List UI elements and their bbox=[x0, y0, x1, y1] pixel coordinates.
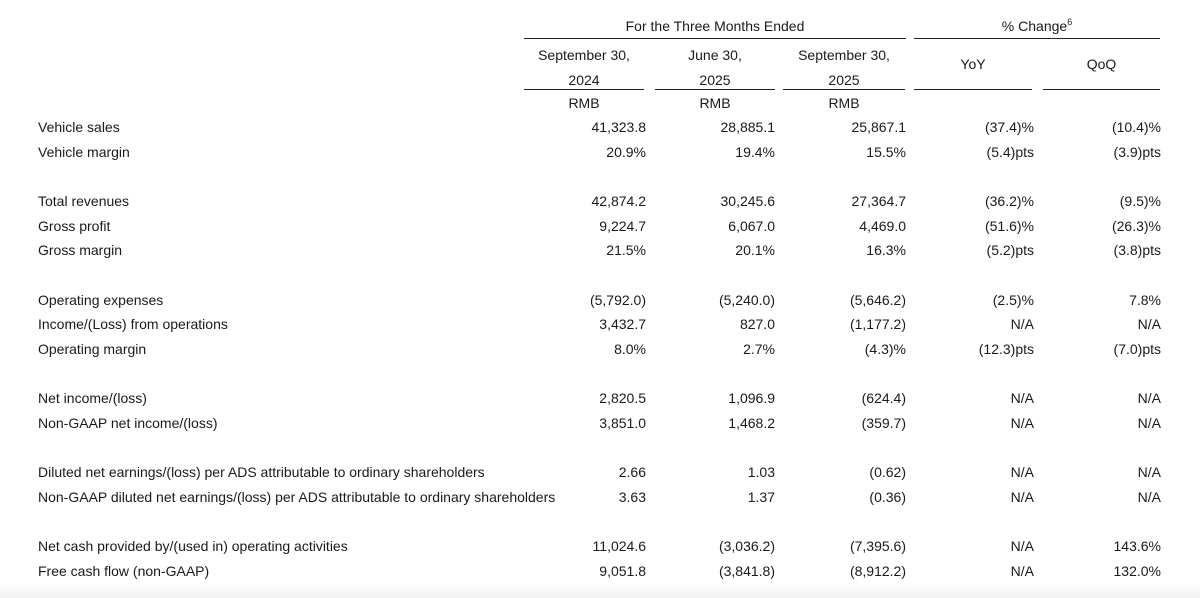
table-row bbox=[0, 240, 1200, 260]
cell-value: 6,067.0 bbox=[728, 218, 775, 234]
cell-value: 9,051.8 bbox=[599, 563, 646, 579]
cell-value: 2,820.5 bbox=[599, 390, 646, 406]
cell-value: 4,469.0 bbox=[859, 218, 906, 234]
table-row bbox=[0, 117, 1200, 137]
cell-value: 20.9% bbox=[606, 144, 646, 160]
cell-value: N/A bbox=[1010, 390, 1034, 406]
row-label: Vehicle margin bbox=[38, 144, 130, 160]
cell-value: 11,024.6 bbox=[592, 538, 646, 554]
row-label: Operating margin bbox=[38, 341, 147, 357]
cell-value: 1,096.9 bbox=[728, 390, 775, 406]
cell-value: 28,885.1 bbox=[720, 119, 775, 135]
row-label: Non-GAAP diluted net earnings/(loss) per ADS attributable to ordinary shareholders bbox=[38, 489, 556, 505]
table-row bbox=[0, 314, 1200, 334]
rule-col-5 bbox=[1043, 89, 1160, 90]
cell-value: 19.4% bbox=[735, 144, 775, 160]
cell-value: N/A bbox=[1010, 464, 1034, 480]
col-header-line1: September 30, bbox=[798, 47, 890, 63]
cell-value: (3.9)pts bbox=[1113, 144, 1161, 160]
cell-value: N/A bbox=[1010, 538, 1034, 554]
row-label: Vehicle sales bbox=[38, 119, 120, 135]
cell-value: (10.4)% bbox=[1111, 119, 1161, 135]
cell-value: N/A bbox=[1010, 316, 1034, 332]
col-header-line1: June 30, bbox=[688, 47, 742, 63]
cell-value: 132.0% bbox=[1113, 563, 1161, 579]
table-row bbox=[0, 388, 1200, 408]
cell-value: (51.6)% bbox=[984, 218, 1034, 234]
cell-value: N/A bbox=[1137, 415, 1161, 431]
cell-value: (4.3)% bbox=[864, 341, 906, 357]
col-header-yoy: YoY bbox=[960, 56, 986, 72]
col-header-line2: 2024 bbox=[568, 72, 600, 88]
table-row bbox=[0, 487, 1200, 507]
cell-value: 3,851.0 bbox=[599, 415, 646, 431]
cell-value: (26.3)% bbox=[1111, 218, 1161, 234]
row-label: Free cash flow (non-GAAP) bbox=[38, 563, 210, 579]
table-row bbox=[0, 462, 1200, 482]
cell-value: 25,867.1 bbox=[851, 119, 906, 135]
currency-label: RMB bbox=[699, 95, 731, 111]
cell-value: 1.37 bbox=[747, 489, 775, 505]
cell-value: N/A bbox=[1010, 415, 1034, 431]
cell-value: N/A bbox=[1137, 316, 1161, 332]
cell-value: (359.7) bbox=[861, 415, 906, 431]
cell-value: 3,432.7 bbox=[599, 316, 646, 332]
cell-value: (8,912.2) bbox=[849, 563, 906, 579]
cell-value: (9.5)% bbox=[1119, 193, 1161, 209]
cell-value: 1.03 bbox=[747, 464, 775, 480]
row-label: Non-GAAP net income/(loss) bbox=[38, 415, 218, 431]
bottom-fade bbox=[0, 584, 1200, 598]
col-header-sep-2024 bbox=[524, 43, 644, 93]
cell-value: (1,177.2) bbox=[849, 316, 906, 332]
cell-value: 827.0 bbox=[739, 316, 775, 332]
cell-value: (5,646.2) bbox=[849, 292, 906, 308]
cell-value: (0.36) bbox=[869, 489, 906, 505]
cell-value: (3,036.2) bbox=[718, 538, 775, 554]
cell-value: 8.0% bbox=[614, 341, 646, 357]
col-header-line2: 2025 bbox=[828, 72, 860, 88]
cell-value: (2.5)% bbox=[992, 292, 1034, 308]
rule-pct-change bbox=[914, 38, 1160, 39]
cell-value: 27,364.7 bbox=[851, 193, 906, 209]
row-label: Gross profit bbox=[38, 218, 111, 234]
cell-value: (5,240.0) bbox=[718, 292, 775, 308]
cell-value: N/A bbox=[1010, 563, 1034, 579]
header-pct-change bbox=[914, 17, 1160, 35]
cell-value: 41,323.8 bbox=[591, 119, 646, 135]
table-row bbox=[0, 142, 1200, 162]
cell-value: 21.5% bbox=[606, 242, 646, 258]
cell-value: (0.62) bbox=[869, 464, 906, 480]
cell-value: (5.2)pts bbox=[986, 242, 1034, 258]
cell-value: 42,874.2 bbox=[591, 193, 646, 209]
table-row bbox=[0, 561, 1200, 581]
row-label: Net cash provided by/(used in) operating activities bbox=[38, 538, 348, 554]
cell-value: (624.4) bbox=[861, 390, 906, 406]
row-label: Income/(Loss) from operations bbox=[38, 316, 228, 332]
cell-value: (7,395.6) bbox=[849, 538, 906, 554]
col-header-sep-2025 bbox=[783, 43, 905, 93]
cell-value: (36.2)% bbox=[984, 193, 1034, 209]
cell-value: (3,841.8) bbox=[718, 563, 775, 579]
rule-col-2 bbox=[655, 89, 775, 90]
row-label: Diluted net earnings/(loss) per ADS attributable to ordinary shareholders bbox=[38, 464, 485, 480]
cell-value: (7.0)pts bbox=[1113, 341, 1161, 357]
row-label: Total revenues bbox=[38, 193, 130, 209]
row-label: Operating expenses bbox=[38, 292, 164, 308]
cell-value: 20.1% bbox=[735, 242, 775, 258]
currency-label: RMB bbox=[828, 95, 860, 111]
col-header-line2: 2025 bbox=[699, 72, 731, 88]
cell-value: (5.4)pts bbox=[986, 144, 1034, 160]
row-label: Gross margin bbox=[38, 242, 123, 258]
rule-col-4 bbox=[914, 89, 1032, 90]
cell-value: (37.4)% bbox=[984, 119, 1034, 135]
cell-value: (3.8)pts bbox=[1113, 242, 1161, 258]
cell-value: 2.7% bbox=[743, 341, 775, 357]
cell-value: 16.3% bbox=[866, 242, 906, 258]
col-header-qoq: QoQ bbox=[1086, 56, 1117, 72]
table-row bbox=[0, 536, 1200, 556]
table-row bbox=[0, 339, 1200, 359]
footnote-marker: 6 bbox=[1067, 17, 1073, 27]
cell-value: 143.6% bbox=[1113, 538, 1161, 554]
col-header-line1: September 30, bbox=[538, 47, 630, 63]
cell-value: N/A bbox=[1137, 390, 1161, 406]
rule-three-months bbox=[524, 38, 906, 39]
header-pct-change-label: % Change bbox=[1001, 18, 1068, 34]
cell-value: 30,245.6 bbox=[720, 193, 775, 209]
cell-value: (5,792.0) bbox=[589, 292, 646, 308]
cell-value: 1,468.2 bbox=[728, 415, 775, 431]
cell-value: 15.5% bbox=[866, 144, 906, 160]
cell-value: 7.8% bbox=[1129, 292, 1161, 308]
rule-col-3 bbox=[783, 89, 905, 90]
cell-value: 2.66 bbox=[618, 464, 646, 480]
col-header-jun-2025 bbox=[655, 43, 775, 93]
cell-value: N/A bbox=[1010, 489, 1034, 505]
row-label: Net income/(loss) bbox=[38, 390, 147, 406]
cell-value: 9,224.7 bbox=[599, 218, 646, 234]
rule-col-1 bbox=[524, 89, 644, 90]
table-row bbox=[0, 413, 1200, 433]
cell-value: (12.3)pts bbox=[978, 341, 1034, 357]
cell-value: N/A bbox=[1137, 489, 1161, 505]
table-row bbox=[0, 191, 1200, 211]
cell-value: 3.63 bbox=[618, 489, 646, 505]
currency-label: RMB bbox=[568, 95, 600, 111]
table-row bbox=[0, 290, 1200, 310]
header-three-months-ended: For the Three Months Ended bbox=[625, 18, 805, 34]
cell-value: N/A bbox=[1137, 464, 1161, 480]
table-row bbox=[0, 216, 1200, 236]
